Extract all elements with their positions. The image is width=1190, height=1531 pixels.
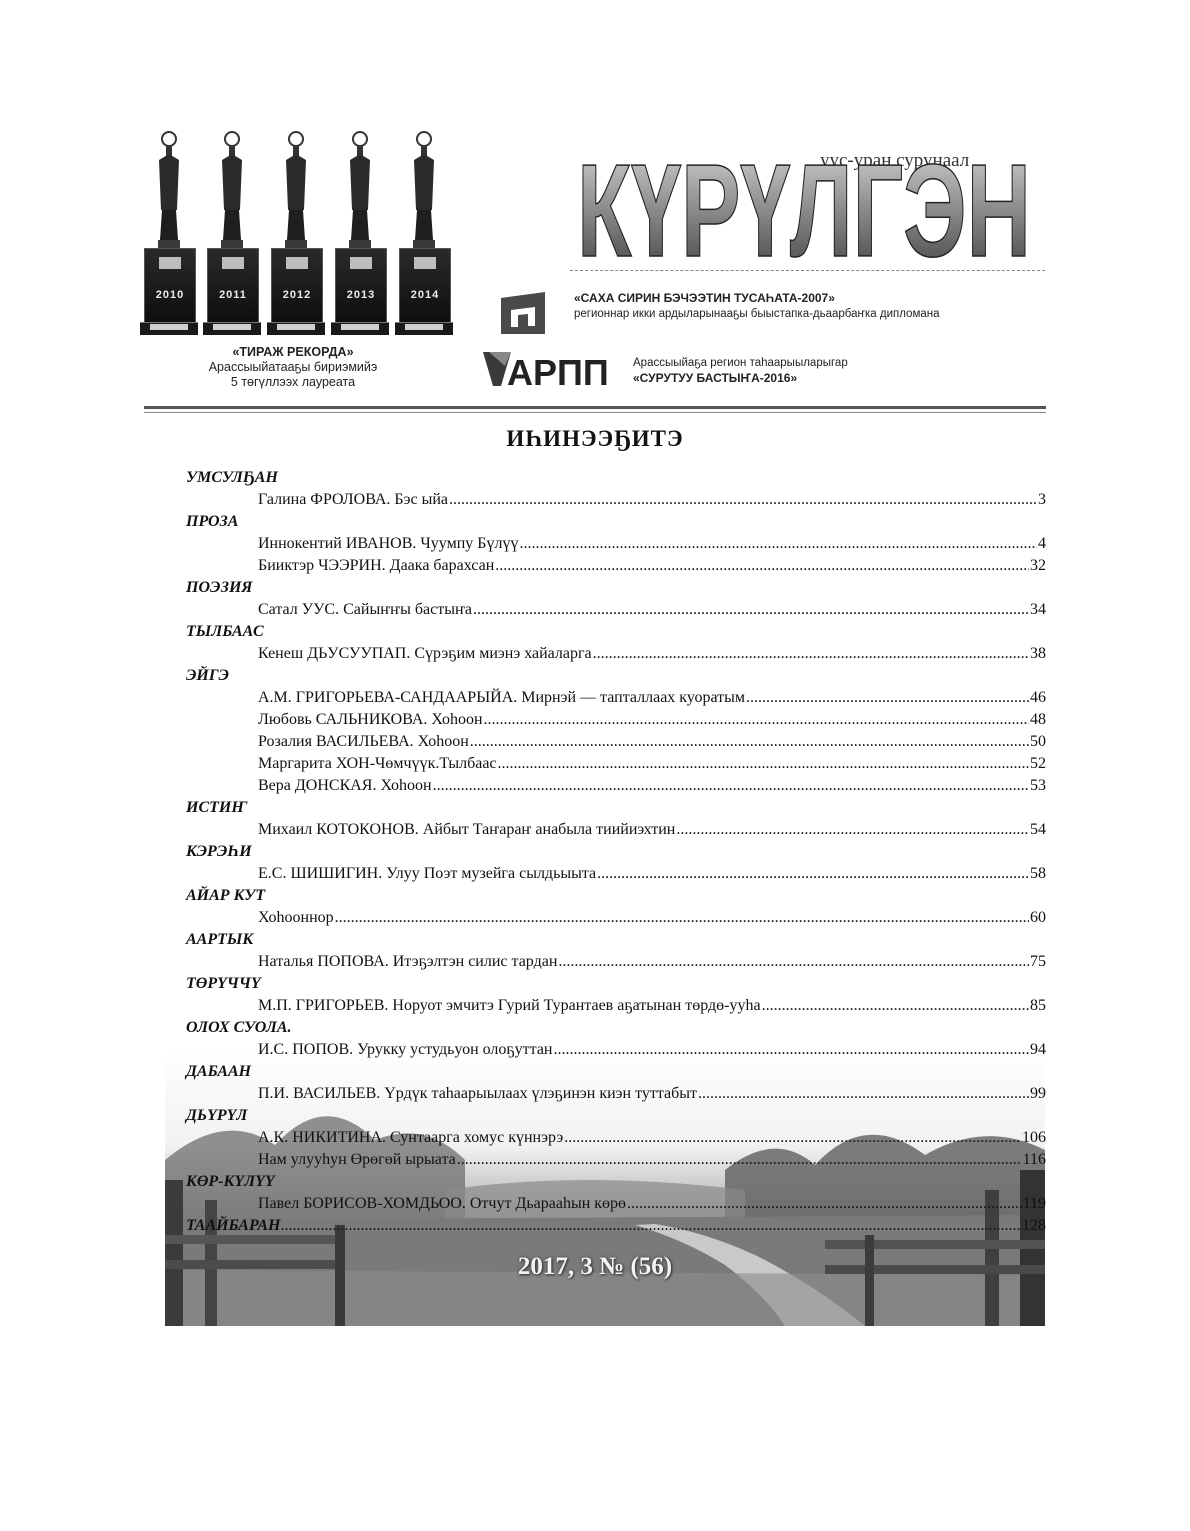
section-heading: ОЛОХ СУОЛА. xyxy=(186,1019,292,1036)
entry-title: Розалия ВАСИЛЬЕВА. Хоһоон xyxy=(258,733,469,750)
entry-page: 119 xyxy=(1022,1195,1046,1212)
toc-entry-final-section[interactable] xyxy=(186,1215,1046,1237)
toc-entry[interactable] xyxy=(186,1039,1046,1061)
section-heading: ПРОЗА xyxy=(186,513,239,530)
entry-page: 60 xyxy=(1030,909,1046,926)
section-heading: КӨР-КҮЛҮҮ xyxy=(186,1173,275,1190)
entry-page: 54 xyxy=(1030,821,1046,838)
entry-title: Иннокентий ИВАНОВ. Чуумпу Бүлүү xyxy=(258,535,519,552)
entry-page: 116 xyxy=(1022,1151,1046,1168)
entry-title: П.И. ВАСИЛЬЕВ. Үрдүк таһаарыылаах үлэҕинэн киэн туттабыт xyxy=(258,1085,698,1102)
entry-page: 99 xyxy=(1030,1085,1046,1102)
entry-page: 75 xyxy=(1030,953,1046,970)
toc-entry[interactable] xyxy=(186,753,1046,775)
trophy-year: 2010 xyxy=(155,289,185,301)
arpp-logo-text: АРПП xyxy=(507,352,609,388)
section-heading: ТӨРҮЧЧҮ xyxy=(186,975,261,992)
section-heading: ТЫЛБААС xyxy=(186,623,264,640)
toc-entry[interactable] xyxy=(186,907,1046,929)
entry-page: 85 xyxy=(1030,997,1046,1014)
section-heading: ЭЙГЭ xyxy=(186,667,229,684)
trophy-figure-icon xyxy=(219,130,245,248)
toc-entry[interactable] xyxy=(186,687,1046,709)
toc-entry[interactable] xyxy=(186,951,1046,973)
toc-entry[interactable] xyxy=(186,1127,1046,1149)
section-heading: ИСТИҤ xyxy=(186,799,248,816)
award-caption xyxy=(168,345,418,390)
trophy xyxy=(331,130,389,340)
section-heading: УМСУЛҔАН xyxy=(186,469,278,486)
entry-title: А.К. НИКИТИНА. Сунтаарга хомус күннэрэ xyxy=(258,1129,564,1146)
contents-title: ИҺИНЭЭҔИТЭ xyxy=(506,426,684,451)
trophy-figure-icon xyxy=(347,130,373,248)
journal-subtitle: уус-уран сурунаал xyxy=(820,150,970,171)
trophy xyxy=(395,130,453,340)
toc-entry[interactable] xyxy=(186,489,1046,511)
entry-title: Кенеш ДЬУСУУПАП. Сүрэҕим миэнэ хайаларга xyxy=(258,645,592,662)
entry-title: Галина ФРОЛОВА. Бэс ыйа xyxy=(258,491,448,508)
toc-entry[interactable] xyxy=(186,775,1046,797)
entry-title: Любовь САЛЬНИКОВА. Хоһоон xyxy=(258,711,483,728)
trophies-illustration xyxy=(140,130,460,345)
trophy-figure-icon xyxy=(411,130,437,248)
entry-title: Вера ДОНСКАЯ. Хоһоон xyxy=(258,777,432,794)
arpp-logo xyxy=(483,350,609,388)
trophy-year: 2012 xyxy=(282,289,312,301)
arpp-award: «СУРУТУУ БАСТЫҤА-2016» xyxy=(633,371,798,385)
toc-entry[interactable] xyxy=(186,731,1046,753)
trophy-figure-icon xyxy=(283,130,309,248)
entry-title: Хоһооннор xyxy=(258,909,334,926)
trophy-figure-icon xyxy=(156,130,182,248)
svg-text:КҮРҮЛГЭН: КҮРҮЛГЭН xyxy=(577,138,1031,263)
entry-title: И.С. ПОПОВ. Урукку устудьуон олоҕуттан xyxy=(258,1041,553,1058)
header-rule xyxy=(144,406,1046,409)
entry-page: 46 xyxy=(1030,689,1046,706)
entry-page: 53 xyxy=(1030,777,1046,794)
entry-title: Сатал УУС. Сайыҥҥы бастыҥа xyxy=(258,601,473,618)
entry-page: 3 xyxy=(1038,491,1046,508)
header-divider xyxy=(570,270,1045,271)
entry-title: Михаил КОТОКОНОВ. Айбыт Таҥараҥ анабыла тиийиэхтин xyxy=(258,821,676,838)
toc-entry[interactable] xyxy=(186,1193,1046,1215)
toc-entry[interactable] xyxy=(186,643,1046,665)
diploma-desc: регионнар икки ардыларынааҕы быыстапка-дьаарбаҥка дипломана xyxy=(574,308,940,320)
toc-entry[interactable] xyxy=(186,599,1046,621)
toc-entry[interactable] xyxy=(186,533,1046,555)
section-heading: ДАБААН xyxy=(186,1063,252,1080)
press-logo-icon xyxy=(497,290,549,336)
section-heading: КЭРЭҺИ xyxy=(186,843,252,860)
section-heading: ААРТЫК xyxy=(186,931,254,948)
diploma-name: «САХА СИРИН БЭЧЭЭТИН ТУСАҺАТА-2007» xyxy=(574,291,835,305)
entry-title: А.М. ГРИГОРЬЕВА-САНДААРЫЙА. Мирнэй — тапталлаах куоратым xyxy=(258,689,745,706)
award-name: «ТИРАЖ РЕКОРДА» xyxy=(232,345,354,359)
toc-entry[interactable] xyxy=(186,995,1046,1017)
toc-entry[interactable] xyxy=(186,1149,1046,1171)
entry-title: Е.С. ШИШИГИН. Улуу Поэт музейга сылдьыыта xyxy=(258,865,597,882)
section-heading: АЙАР КУТ xyxy=(186,887,266,904)
trophy-year: 2014 xyxy=(410,289,440,301)
trophy-year: 2013 xyxy=(346,289,376,301)
toc-entry[interactable] xyxy=(186,1083,1046,1105)
arpp-note xyxy=(633,356,848,386)
table-of-contents xyxy=(186,467,1046,1237)
entry-page: 128 xyxy=(1022,1217,1046,1234)
entry-title: Наталья ПОПОВА. Итэҕэлтэн силис тардан xyxy=(258,953,558,970)
section-heading: ДЬҮРҮЛ xyxy=(186,1107,248,1124)
section-heading: ПОЭЗИЯ xyxy=(186,579,253,596)
journal-masthead-logo xyxy=(575,138,1035,263)
entry-title: Бииктэр ЧЭЭРИН. Даака барахсан xyxy=(258,557,495,574)
arpp-line: Арассыыйаҕа регион таһаарыыларыгар xyxy=(633,357,848,369)
entry-page: 4 xyxy=(1038,535,1046,552)
diploma-note xyxy=(574,290,940,322)
toc-entry[interactable] xyxy=(186,555,1046,577)
entry-page: 52 xyxy=(1030,755,1046,772)
trophy xyxy=(203,130,261,340)
entry-page: 38 xyxy=(1030,645,1046,662)
trophy-year: 2011 xyxy=(219,289,247,301)
entry-title: М.П. ГРИГОРЬЕВ. Норуот эмчитэ Гурий Турантаев аҕатынан төрдө-ууһа xyxy=(258,997,761,1014)
entry-page: 94 xyxy=(1030,1041,1046,1058)
entry-page: 32 xyxy=(1030,557,1046,574)
trophy xyxy=(140,130,198,340)
entry-page: 50 xyxy=(1030,733,1046,750)
issue-number: 2017, 3 № (56) xyxy=(517,1253,673,1280)
toc-entry[interactable] xyxy=(186,709,1046,731)
trophy xyxy=(267,130,325,340)
section-heading: ТААЙБАРАН xyxy=(186,1217,281,1234)
entry-title: Павел БОРИСОВ-ХОМДЬОО. Отчут Дьарааһын көрө xyxy=(258,1195,627,1212)
entry-page: 106 xyxy=(1022,1129,1046,1146)
entry-page: 34 xyxy=(1030,601,1046,618)
award-line: Арассыыйатааҕы бириэмийэ xyxy=(208,360,378,374)
entry-page: 58 xyxy=(1030,865,1046,882)
entry-title: Нам улууһун Өрөгөй ырыата xyxy=(258,1151,456,1168)
header-rule-thin xyxy=(144,412,1046,413)
toc-entry[interactable] xyxy=(186,819,1046,841)
toc-entry[interactable] xyxy=(186,863,1046,885)
award-line: 5 төгүллээх лауреата xyxy=(230,375,356,389)
entry-page: 48 xyxy=(1030,711,1046,728)
entry-title: Маргарита ХОН-Чөмчүүк.Тылбаас xyxy=(258,755,497,772)
